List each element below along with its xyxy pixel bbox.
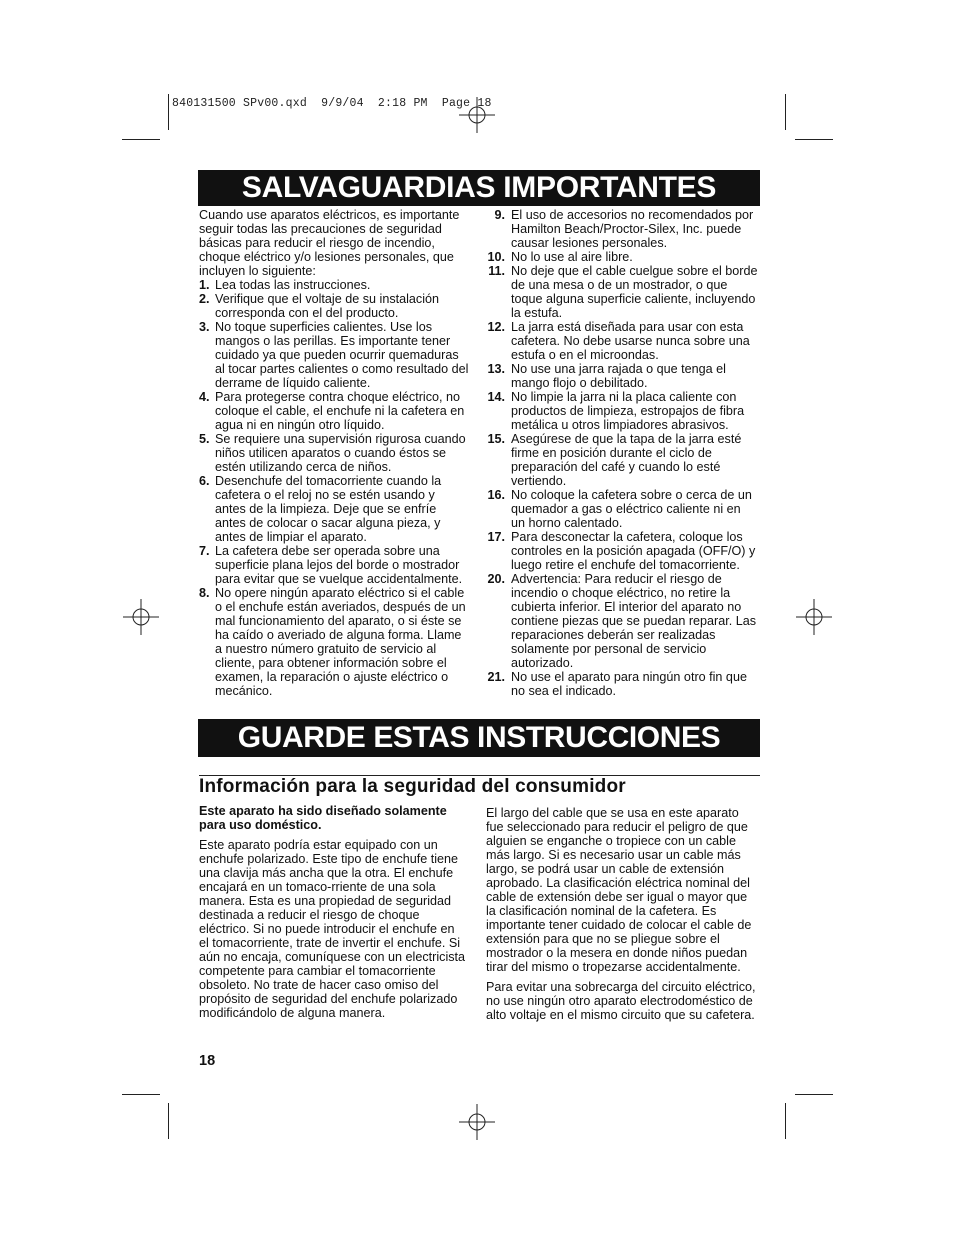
safeguards-list-left <box>199 278 469 698</box>
crop-mark <box>122 1094 160 1095</box>
item-text: La jarra está diseñada para usar con esta cafetera. No debe usarse nunca sobre una estufa o en el microondas. <box>511 320 750 362</box>
safeguard-item <box>486 264 758 320</box>
safeguard-item <box>486 432 758 488</box>
item-text: No use el aparato para ningún otro fin que no sea el indicado. <box>511 670 747 698</box>
registration-mark-icon <box>123 599 159 635</box>
save-instructions-banner: GUARDE ESTAS INSTRUCCIONES <box>198 719 760 757</box>
item-number: 9. <box>494 208 505 222</box>
item-number: 1. <box>199 278 210 292</box>
file-slug: 840131500 SPv00.qxd 9/9/04 2:18 PM Page 18 <box>172 97 492 110</box>
safeguards-left-column <box>199 208 469 698</box>
item-text: La cafetera debe ser operada sobre una superficie plana lejos del borde o mostrador para evitar que se vuelque accidentalmente. <box>215 544 463 586</box>
registration-mark-icon <box>459 97 495 133</box>
item-text: No use una jarra rajada o que tenga el mango flojo o debilitado. <box>511 362 726 390</box>
registration-mark-icon <box>459 1104 495 1140</box>
item-number: 8. <box>199 586 210 600</box>
item-text: Lea todas las instrucciones. <box>215 278 371 292</box>
crop-mark <box>795 1094 833 1095</box>
item-number: 7. <box>199 544 210 558</box>
item-text: No opere ningún aparato eléctrico si el cable o el enchufe están averiados, después de un mal funcionamiento del aparato, o si éste se ha caído o averiado de alguna forma. Llame a nuestro número gratuito de servicio al cliente, para obtener información sobre el examen, la reparación o ajuste eléctrico o mecánico. <box>215 586 466 698</box>
intro-paragraph: Cuando use aparatos eléctricos, es importante seguir todas las precauciones de seguridad básicas para reducir el riesgo de incendio, choque eléctrico y/o lesiones personales, que incluyen lo siguiente: <box>199 208 460 278</box>
item-number: 2. <box>199 292 210 306</box>
consumer-safety-heading: Información para la seguridad del consumidor <box>199 776 626 797</box>
crop-mark <box>785 94 786 130</box>
item-text: Asegúrese de que la tapa de la jarra esté firme en posición durante el ciclo de preparación del café y cuando lo esté vertiendo. <box>511 432 742 488</box>
item-text: Desenchufe del tomacorriente cuando la cafetera o el reloj no se estén usando y antes de la limpieza. Deje que se enfríe antes de colocar o sacar alguna pieza, y antes de limpiar el aparato. <box>215 474 442 544</box>
household-use-notice: Este aparato ha sido diseñado solamente para uso doméstico. <box>199 804 447 832</box>
item-text: Advertencia: Para reducir el riesgo de incendio o choque eléctrico, no retire la cubierta inferior. El interior del aparato no contiene piezas que se puedan reparar. Las reparaciones deberán ser realizadas solamente por personal de servicio autorizado. <box>511 572 757 670</box>
safeguard-item <box>486 530 758 572</box>
safeguard-item <box>199 474 469 544</box>
crop-mark <box>785 1103 786 1139</box>
item-number: 15. <box>487 432 505 446</box>
safeguard-item <box>199 544 469 586</box>
item-text: Se requiere una supervisión rigurosa cuando niños utilicen aparatos o cuando éstos se estén utilizando cerca de niños. <box>215 432 466 474</box>
circuit-overload-paragraph: Para evitar una sobrecarga del circuito eléctrico, no use ningún otro aparato electrodoméstico de alto voltaje en el mismo circuito que su cafetera. <box>486 980 756 1022</box>
item-number: 6. <box>199 474 210 488</box>
item-text: No coloque la cafetera sobre o cerca de un quemador a gas o eléctrico caliente ni en un horno calentado. <box>511 488 752 530</box>
safeguard-item <box>199 292 469 320</box>
item-number: 10. <box>487 250 505 264</box>
safeguard-item <box>486 670 758 698</box>
item-number: 17. <box>487 530 505 544</box>
safeguard-item <box>486 390 758 432</box>
safeguard-item <box>199 278 469 292</box>
item-number: 21. <box>487 670 505 684</box>
registration-mark-icon <box>796 599 832 635</box>
item-text: No limpie la jarra ni la placa caliente con productos de limpieza, estropajos de fibra metálica u otros limpiadores abrasivos. <box>511 390 745 432</box>
safeguards-banner: SALVAGUARDIAS IMPORTANTES <box>198 170 760 206</box>
item-text: No deje que el cable cuelgue sobre el borde de una mesa o de un mostrador, o que toque alguna superficie caliente, incluyendo la estufa. <box>511 264 758 320</box>
safeguard-item <box>199 432 469 474</box>
cord-length-paragraph: El largo del cable que se usa en este aparato fue seleccionado para reducir el peligro de que alguien se enganche o tropiece con un cable más largo. Si es necesario usar un cable más largo, se podrá usar un cable de extensión aprobado. La clasificación eléctrica nominal del cable de extensión debe ser igual o mayor que la clasificación nominal de la cafetera. Es importante tener cuidado de colocar el cable de extensión para que no se pliegue sobre el mostrador o la mesera en donde niños puedan tirar del mismo o tropezarse accidentalmente. <box>486 806 752 974</box>
item-number: 12. <box>487 320 505 334</box>
item-text: No lo use al aire libre. <box>511 250 633 264</box>
safeguard-item <box>486 488 758 530</box>
page-number: 18 <box>199 1053 216 1069</box>
item-text: Para protegerse contra choque eléctrico, no coloque el cable, el enchufe ni la cafetera en agua ni en ningún otro líquido. <box>215 390 465 432</box>
safeguard-item <box>486 250 758 264</box>
consumer-right-column <box>486 806 758 1028</box>
item-number: 4. <box>199 390 210 404</box>
item-number: 16. <box>487 488 505 502</box>
item-text: No toque superficies calientes. Use los mangos o las perillas. Es importante tener cuidado ya que pueden ocurrir quemaduras al tocar partes calientes o como resultado del derrame de líquido caliente. <box>215 320 469 390</box>
consumer-left-column <box>199 804 467 1026</box>
safeguard-item <box>486 362 758 390</box>
item-number: 13. <box>487 362 505 376</box>
crop-mark <box>168 1103 169 1139</box>
safeguards-list-right <box>486 208 758 698</box>
crop-mark <box>795 139 833 140</box>
item-number: 11. <box>488 264 505 278</box>
polarized-plug-paragraph: Este aparato podría estar equipado con un enchufe polarizado. Este tipo de enchufe tiene una clavija más ancha que la otra. El enchufe encajará en un tomaco-rriente de una sola manera. Esta es una propiedad de seguridad destinada a reducir el riesgo de choque eléctrico. Si no puede introducir el enchufe en el tomacorriente, trate de invertir el enchufe. Si aún no encaja, comuníquese con un electricista competente para cambiar el tomacorriente obsoleto. No trate de hacer caso omiso del propósito de seguridad del enchufe polarizado modificándolo de alguna manera. <box>199 838 466 1020</box>
item-text: Para desconectar la cafetera, coloque los controles en la posición apagada (OFF/O) y luego retire el enchufe del tomacorriente. <box>511 530 756 572</box>
item-number: 20. <box>487 572 505 586</box>
safeguards-right-column <box>486 208 758 698</box>
item-number: 5. <box>199 432 210 446</box>
item-text: Verifique que el voltaje de su instalación corresponda con el del producto. <box>215 292 440 320</box>
crop-mark <box>168 94 169 130</box>
item-number: 14. <box>487 390 505 404</box>
safeguard-item <box>486 572 758 670</box>
safeguard-item <box>199 586 469 698</box>
safeguard-item <box>486 320 758 362</box>
safeguard-item <box>199 390 469 432</box>
item-text: El uso de accesorios no recomendados por Hamilton Beach/Proctor-Silex, Inc. puede causar lesiones personales. <box>511 208 754 250</box>
safeguard-item <box>199 320 469 390</box>
safeguard-item <box>486 208 758 250</box>
item-number: 3. <box>199 320 210 334</box>
crop-mark <box>122 139 160 140</box>
